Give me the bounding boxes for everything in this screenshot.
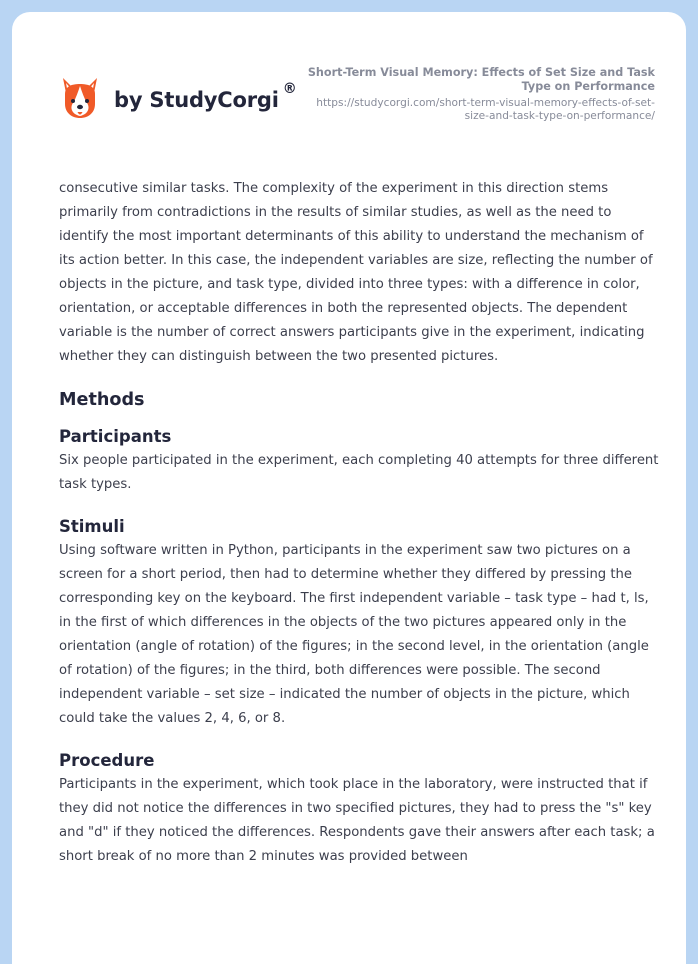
heading-participants: Participants (59, 427, 172, 446)
procedure-paragraph: Participants in the experiment, which took place in the laboratory, were instructed that if they did not notice the differences in two specified pictures, they had to press the "s" key and "d" if they noticed the differences. Respondents gave their answers after each task; a short break of no more than 2 minutes was provided between (59, 777, 655, 864)
document-body (59, 177, 659, 869)
heading-procedure: Procedure (59, 751, 155, 770)
brand-name: by StudyCorgi (114, 88, 279, 112)
heading-stimuli: Stimuli (59, 517, 125, 536)
heading-methods: Methods (59, 390, 145, 410)
registered-mark: ® (282, 81, 297, 97)
document-meta (305, 66, 655, 123)
document-url[interactable]: https://studycorgi.com/short-term-visual-memory-effects-of-set-size-and-task-type-on-performance/ (316, 97, 655, 122)
document-page (12, 12, 686, 964)
document-title: Short-Term Visual Memory: Effects of Set Size and Task Type on Performance (307, 66, 655, 93)
participants-paragraph: Six people participated in the experiment, each completing 40 attempts for three different task types. (59, 453, 659, 492)
corgi-logo-icon (60, 76, 100, 122)
studycorgi-logo[interactable] (60, 76, 297, 122)
intro-paragraph: consecutive similar tasks. The complexity of the experiment in this direction stems primarily from contradictions in the results of similar studies, as well as the need to identify the most important determinants of this ability to understand the mechanism of its action better. In this case, the independent variables are size, reflecting the number of objects in the picture, and task type, divided into three types: with a difference in color, orientation, or acceptable differences in both the represented objects. The dependent variable is the number of correct answers participants give in the experiment, indicating whether they can distinguish between the two presented pictures. (59, 181, 653, 364)
page-header (12, 12, 686, 162)
stimuli-paragraph: Using software written in Python, participants in the experiment saw two pictures on a screen for a short period, then had to determine whether they differed by pressing the corresponding key on the keyboard. The first independent variable – task type – had t, ls, in the first of which differences in the objects of the two pictures appeared only in the orientation (angle of rotation) of the figures; in the second level, in the orientation (angle of rotation) of the figures; in the third, both differences were possible. The second independent variable – set size – indicated the number of objects in the picture, which could take the values 2, 4, 6, or 8. (59, 543, 649, 726)
